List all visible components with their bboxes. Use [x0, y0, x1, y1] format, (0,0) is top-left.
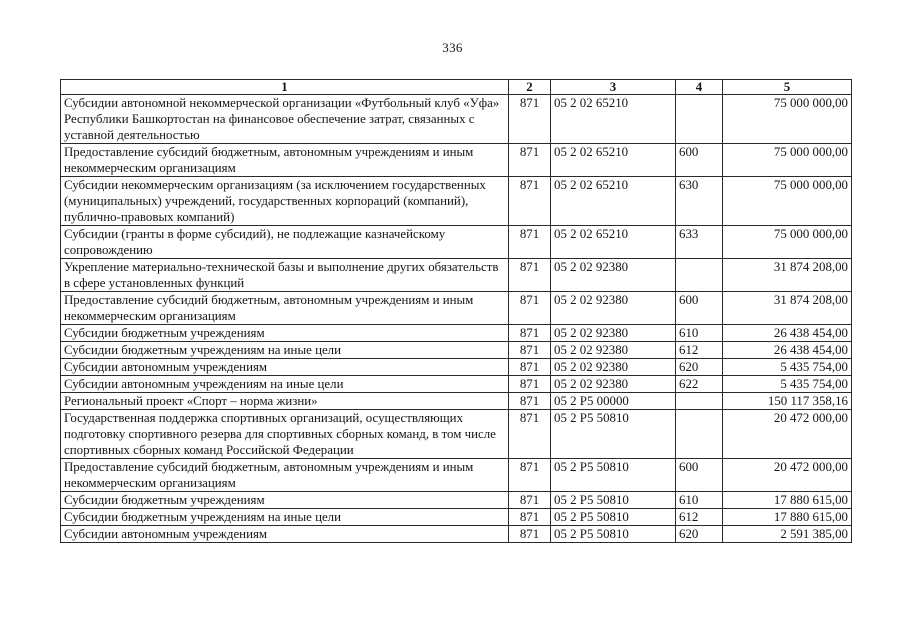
cell-target-article: 05 2 P5 50810	[551, 410, 676, 459]
cell-amount: 31 874 208,00	[723, 292, 852, 325]
table-row	[61, 342, 852, 359]
cell-expense-type: 600	[676, 144, 723, 177]
cell-amount: 26 438 454,00	[723, 325, 852, 342]
table-row	[61, 459, 852, 492]
cell-name: Субсидии некоммерческим организациям (за исключением государственных (муниципальных) учреждений, государственных корпораций (компаний), публично-правовых компаний)	[61, 177, 509, 226]
cell-ministry-code: 871	[509, 359, 551, 376]
cell-ministry-code: 871	[509, 526, 551, 543]
cell-name: Субсидии автономным учреждениям	[61, 359, 509, 376]
cell-target-article: 05 2 P5 50810	[551, 459, 676, 492]
cell-name: Субсидии (гранты в форме субсидий), не подлежащие казначейскому сопровождению	[61, 226, 509, 259]
table-row	[61, 492, 852, 509]
cell-ministry-code: 871	[509, 393, 551, 410]
column-header-ministry: 2	[509, 80, 551, 95]
cell-expense-type: 612	[676, 342, 723, 359]
cell-expense-type: 610	[676, 325, 723, 342]
table-row	[61, 509, 852, 526]
column-header-amount: 5	[723, 80, 852, 95]
cell-ministry-code: 871	[509, 342, 551, 359]
cell-ministry-code: 871	[509, 325, 551, 342]
cell-ministry-code: 871	[509, 376, 551, 393]
table-row	[61, 376, 852, 393]
table-row	[61, 526, 852, 543]
cell-ministry-code: 871	[509, 95, 551, 144]
cell-expense-type	[676, 259, 723, 292]
cell-name: Региональный проект «Спорт – норма жизни»	[61, 393, 509, 410]
page-number: 336	[442, 40, 463, 55]
cell-target-article: 05 2 P5 50810	[551, 492, 676, 509]
cell-target-article: 05 2 02 92380	[551, 259, 676, 292]
cell-name: Субсидии автономной некоммерческой организации «Футбольный клуб «Уфа» Республики Башкортостан на финансовое обеспечение затрат, связанных с уставной деятельностью	[61, 95, 509, 144]
cell-target-article: 05 2 P5 50810	[551, 526, 676, 543]
cell-target-article: 05 2 02 92380	[551, 292, 676, 325]
cell-amount: 150 117 358,16	[723, 393, 852, 410]
table-row	[61, 144, 852, 177]
cell-ministry-code: 871	[509, 459, 551, 492]
cell-target-article: 05 2 P5 00000	[551, 393, 676, 410]
table-row	[61, 292, 852, 325]
cell-ministry-code: 871	[509, 492, 551, 509]
cell-expense-type: 620	[676, 359, 723, 376]
cell-target-article: 05 2 P5 50810	[551, 509, 676, 526]
cell-target-article: 05 2 02 92380	[551, 359, 676, 376]
cell-amount: 2 591 385,00	[723, 526, 852, 543]
cell-name: Предоставление субсидий бюджетным, автономным учреждениям и иным некоммерческим организациям	[61, 292, 509, 325]
cell-ministry-code: 871	[509, 226, 551, 259]
cell-expense-type	[676, 393, 723, 410]
cell-amount: 75 000 000,00	[723, 177, 852, 226]
cell-expense-type: 633	[676, 226, 723, 259]
table-row	[61, 325, 852, 342]
cell-name: Субсидии бюджетным учреждениям	[61, 492, 509, 509]
cell-amount: 75 000 000,00	[723, 226, 852, 259]
cell-name: Субсидии бюджетным учреждениям на иные цели	[61, 509, 509, 526]
cell-target-article: 05 2 02 92380	[551, 325, 676, 342]
cell-ministry-code: 871	[509, 144, 551, 177]
cell-ministry-code: 871	[509, 509, 551, 526]
cell-target-article: 05 2 02 65210	[551, 144, 676, 177]
table-row	[61, 393, 852, 410]
table-body	[61, 95, 852, 543]
cell-target-article: 05 2 02 65210	[551, 226, 676, 259]
cell-name: Предоставление субсидий бюджетным, автономным учреждениям и иным некоммерческим организациям	[61, 459, 509, 492]
column-header-name: 1	[61, 80, 509, 95]
cell-name: Предоставление субсидий бюджетным, автономным учреждениям и иным некоммерческим организациям	[61, 144, 509, 177]
table-header-row	[61, 80, 852, 95]
cell-expense-type: 612	[676, 509, 723, 526]
cell-ministry-code: 871	[509, 259, 551, 292]
cell-target-article: 05 2 02 65210	[551, 95, 676, 144]
cell-name: Субсидии автономным учреждениям	[61, 526, 509, 543]
column-header-csr: 3	[551, 80, 676, 95]
table-row	[61, 259, 852, 292]
cell-amount: 20 472 000,00	[723, 459, 852, 492]
cell-ministry-code: 871	[509, 292, 551, 325]
cell-target-article: 05 2 02 65210	[551, 177, 676, 226]
cell-expense-type	[676, 410, 723, 459]
cell-amount: 5 435 754,00	[723, 376, 852, 393]
cell-amount: 75 000 000,00	[723, 144, 852, 177]
cell-amount: 75 000 000,00	[723, 95, 852, 144]
table-row	[61, 177, 852, 226]
cell-expense-type: 610	[676, 492, 723, 509]
cell-amount: 5 435 754,00	[723, 359, 852, 376]
table-row	[61, 410, 852, 459]
cell-ministry-code: 871	[509, 177, 551, 226]
cell-target-article: 05 2 02 92380	[551, 376, 676, 393]
table-row	[61, 226, 852, 259]
cell-expense-type: 620	[676, 526, 723, 543]
table-row	[61, 95, 852, 144]
cell-expense-type: 600	[676, 292, 723, 325]
cell-name: Субсидии автономным учреждениям на иные цели	[61, 376, 509, 393]
budget-table	[60, 79, 852, 543]
cell-amount: 26 438 454,00	[723, 342, 852, 359]
cell-name: Субсидии бюджетным учреждениям на иные цели	[61, 342, 509, 359]
cell-name: Субсидии бюджетным учреждениям	[61, 325, 509, 342]
cell-name: Государственная поддержка спортивных организаций, осуществляющих подготовку спортивного резерва для спортивных сборных команд, в том числе спортивных сборных команд Российской Федерации	[61, 410, 509, 459]
cell-name: Укрепление материально-технической базы и выполнение других обязательств в сфере установленных функций	[61, 259, 509, 292]
cell-amount: 17 880 615,00	[723, 509, 852, 526]
cell-ministry-code: 871	[509, 410, 551, 459]
cell-expense-type	[676, 95, 723, 144]
cell-amount: 31 874 208,00	[723, 259, 852, 292]
cell-expense-type: 622	[676, 376, 723, 393]
cell-amount: 17 880 615,00	[723, 492, 852, 509]
cell-expense-type: 630	[676, 177, 723, 226]
table-row	[61, 359, 852, 376]
column-header-type: 4	[676, 80, 723, 95]
cell-expense-type: 600	[676, 459, 723, 492]
cell-amount: 20 472 000,00	[723, 410, 852, 459]
cell-target-article: 05 2 02 92380	[551, 342, 676, 359]
